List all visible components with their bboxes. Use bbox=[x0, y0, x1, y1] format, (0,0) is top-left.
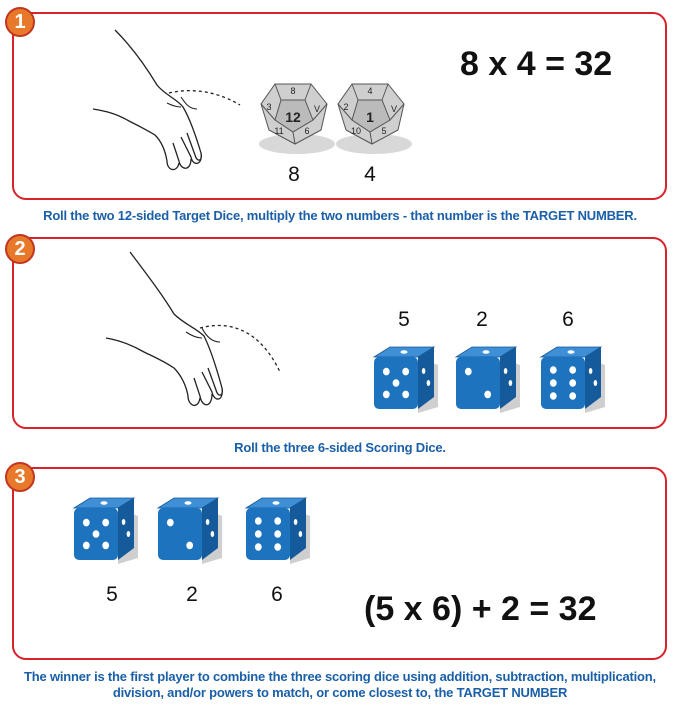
step2-die-value-1: 5 bbox=[398, 308, 410, 331]
step3-die-value-2: 2 bbox=[186, 583, 198, 606]
step3-equation: (5 x 6) + 2 = 32 bbox=[364, 590, 597, 628]
d12-face-left: 3 bbox=[266, 102, 272, 112]
step3-caption-line1: The winner is the first player to combine the three scoring dice using addition, subtraction, multiplication, bbox=[24, 669, 656, 684]
twelve-sided-die-8 bbox=[255, 78, 335, 158]
step3-die-value-3: 6 bbox=[271, 583, 283, 606]
step1-die-value-2: 4 bbox=[364, 163, 376, 186]
step2-badge: 2 bbox=[5, 234, 35, 264]
step3-caption-line2: division, and/or powers to match, or come closest to, the TARGET NUMBER bbox=[112, 685, 568, 700]
step3-die-value-1: 5 bbox=[106, 583, 118, 606]
step2-caption: Roll the three 6-sided Scoring Dice. bbox=[234, 440, 446, 455]
d12-face-bottom-right: 6 bbox=[304, 126, 310, 136]
d12-face-bottom-left: 10 bbox=[350, 126, 362, 136]
six-sided-die-6 bbox=[535, 343, 607, 415]
d12-face-center: 12 bbox=[285, 109, 301, 125]
d12-face-right: V bbox=[390, 104, 398, 114]
d12-face-right: V bbox=[313, 104, 321, 114]
d12-face-top: 8 bbox=[290, 86, 296, 96]
hand-icon bbox=[85, 25, 245, 185]
six-sided-die-6 bbox=[240, 494, 312, 566]
d12-face-bottom-left: 11 bbox=[274, 126, 284, 136]
step1-die-value-1: 8 bbox=[288, 163, 300, 186]
step2-die-value-3: 6 bbox=[562, 308, 574, 331]
d12-face-top: 4 bbox=[367, 86, 373, 96]
d12-face-bottom-right: 5 bbox=[381, 126, 387, 136]
step1-caption: Roll the two 12-sided Target Dice, multiply the two numbers - that number is the TARGET NUMBER. bbox=[43, 208, 637, 223]
hand-icon bbox=[100, 250, 290, 420]
six-sided-die-2 bbox=[450, 343, 522, 415]
six-sided-die-5 bbox=[68, 494, 140, 566]
six-sided-die-5 bbox=[368, 343, 440, 415]
step2-die-value-2: 2 bbox=[476, 308, 488, 331]
d12-face-center: 1 bbox=[366, 109, 374, 125]
six-sided-die-2 bbox=[152, 494, 224, 566]
step3-badge: 3 bbox=[5, 462, 35, 492]
twelve-sided-die-4 bbox=[332, 78, 412, 158]
step1-equation: 8 x 4 = 32 bbox=[460, 45, 613, 83]
step1-badge: 1 bbox=[5, 7, 35, 37]
d12-face-left: 2 bbox=[343, 102, 349, 112]
